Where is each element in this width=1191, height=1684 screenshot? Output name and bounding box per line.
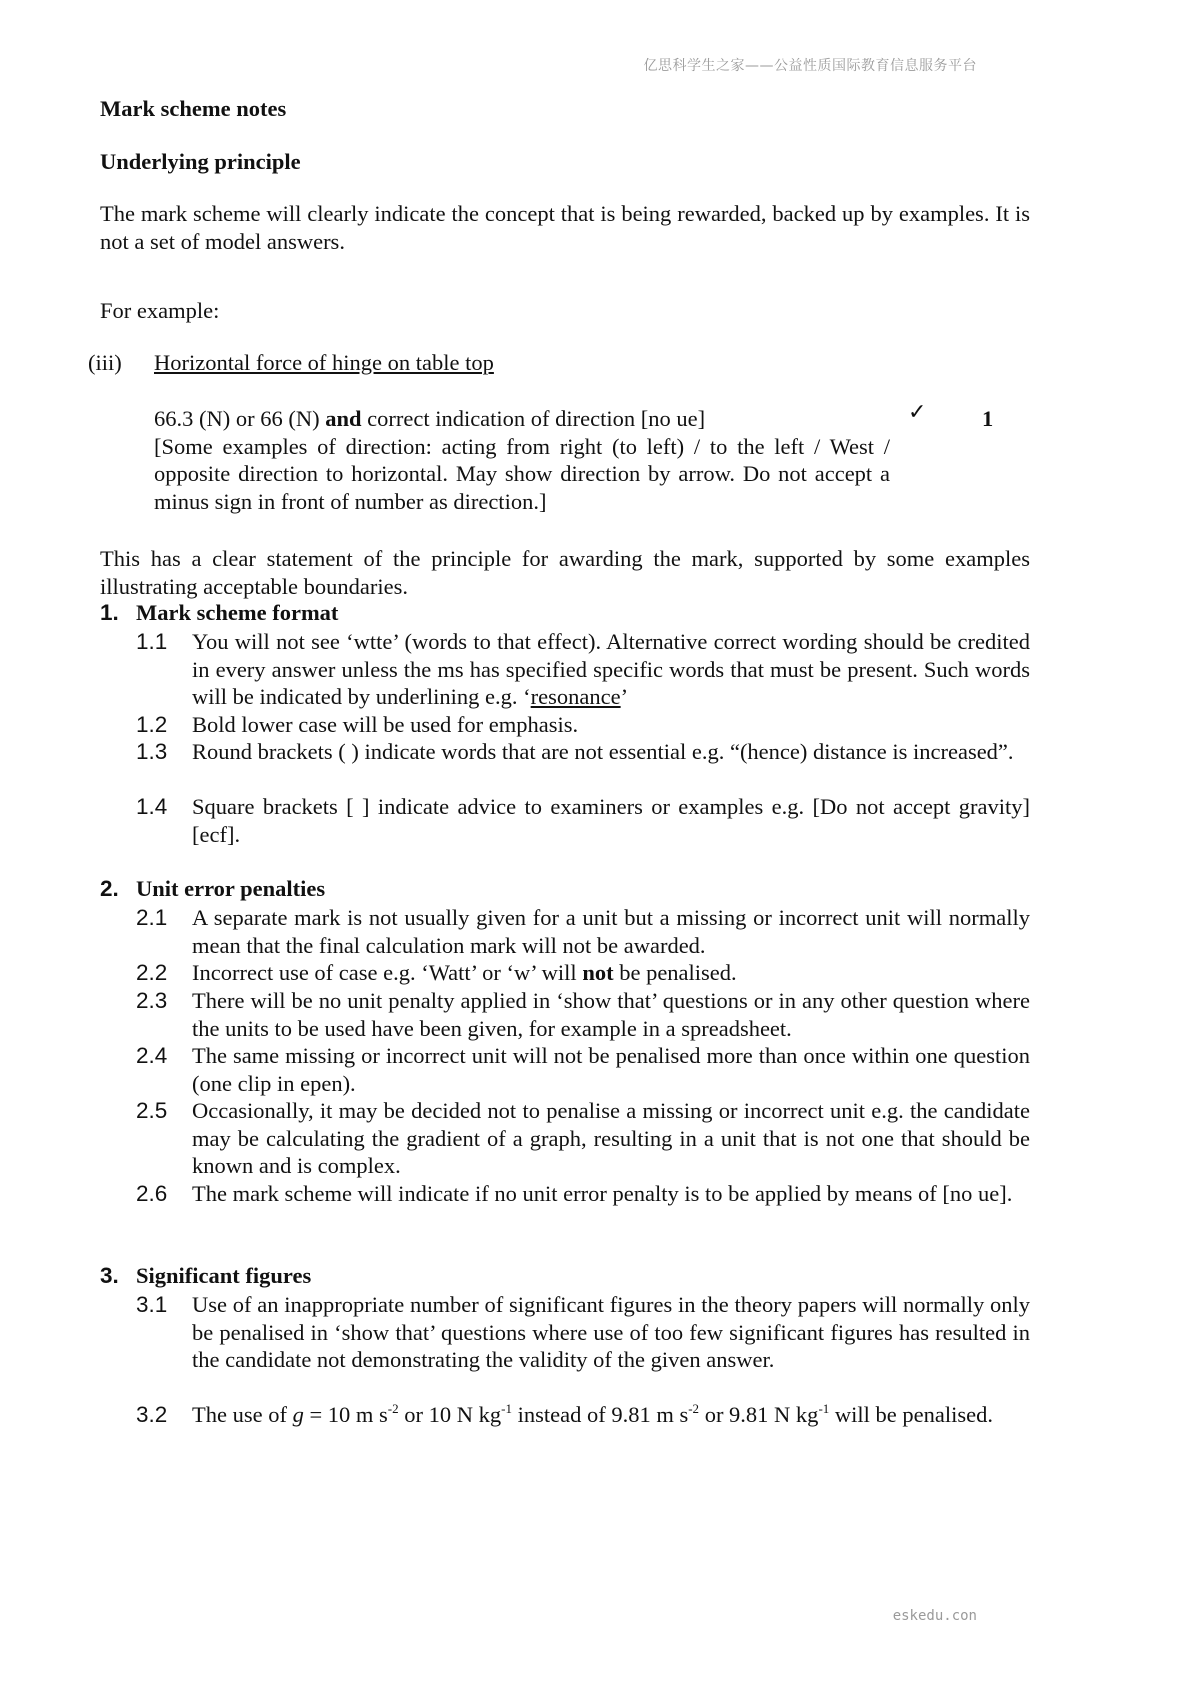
- tick-icon: ✓: [908, 400, 927, 425]
- list-item: 1.3 Round brackets ( ) indicate words that are not essential e.g. “(hence) distance is increased”.: [136, 739, 1014, 764]
- list-item: 1.4 Square brackets [ ] indicate advice to examiners or examples e.g. [Do not accept gravity] [ecf].: [136, 794, 1030, 847]
- example-title: Horizontal force of hinge on table top: [154, 350, 494, 375]
- section-heading-2: 2. Unit error penalties: [100, 876, 326, 901]
- list-item: 3.1 Use of an inappropriate number of significant figures in the theory papers will normally only be penalised in ‘show that’ questions where use of too few significant figures has resulted in the candidate not demonstrating the validity of the given answer.: [136, 1292, 1030, 1372]
- footer-site: eskedu.con: [892, 1608, 977, 1624]
- example-answer-line: 66.3 (N) or 66 (N) and correct indication of direction [no ue]: [154, 406, 706, 431]
- summary-paragraph: This has a clear statement of the principle for awarding the mark, supported by some examples illustrating acceptable boundaries.: [100, 546, 1030, 599]
- page-title: Mark scheme notes: [100, 96, 287, 121]
- example-mark: 1: [982, 406, 994, 431]
- list-item: 3.2 The use of g = 10 m $s^{-2}$ or 10 N $kg^{-1}$ instead of 9.81 m $s^{-2}$ or 9.81 N $kg^{-1}$ will be penalised.: [136, 1401, 993, 1427]
- example-answer-detail: [Some examples of direction: acting from right (to left) / to the left / West / opposite direction to horizontal. May show direction by arrow. Do not accept a minus sign in front of number as direction.]: [154, 433, 890, 514]
- list-item: 1.1 You will not see ‘wtte’ (words to that effect). Alternative correct wording should be credited in every answer unless the ms has specified specific words that must be present. Such words will be indicated by underlining e.g. ‘resonance’: [136, 629, 1030, 709]
- list-item: 2.2 Incorrect use of case e.g. ‘Watt’ or ‘w’ will not be penalised.: [136, 960, 737, 985]
- example-number: (iii): [88, 350, 122, 375]
- list-item: 2.3 There will be no unit penalty applied in ‘show that’ questions or in any other question where the units to be used have been given, for example in a spreadsheet.: [136, 988, 1030, 1041]
- section-heading-1: 1. Mark scheme format: [100, 600, 339, 625]
- for-example-label: For example:: [100, 298, 220, 323]
- list-item: 1.2 Bold lower case will be used for emphasis.: [136, 712, 579, 737]
- intro-paragraph: The mark scheme will clearly indicate the concept that is being rewarded, backed up by examples. It is not a set of model answers.: [100, 201, 1030, 254]
- section-heading-3: 3. Significant figures: [100, 1263, 312, 1288]
- example-answer: [154, 405, 890, 515]
- list-item: 2.4 The same missing or incorrect unit will not be penalised more than once within one question (one clip in epen).: [136, 1043, 1030, 1096]
- list-item: 2.5 Occasionally, it may be decided not to penalise a missing or incorrect unit e.g. the candidate may be calculating the gradient of a graph, resulting in a unit that is not one that should be known and is complex.: [136, 1098, 1030, 1178]
- section-subtitle: Underlying principle: [100, 149, 301, 174]
- watermark-text: 亿思科学生之家——公益性质国际教育信息服务平台: [643, 58, 977, 74]
- list-item: 2.6 The mark scheme will indicate if no unit error penalty is to be applied by means of [no ue].: [136, 1181, 1013, 1206]
- list-item: 2.1 A separate mark is not usually given for a unit but a missing or incorrect unit will normally mean that the final calculation mark will not be awarded.: [136, 905, 1030, 958]
